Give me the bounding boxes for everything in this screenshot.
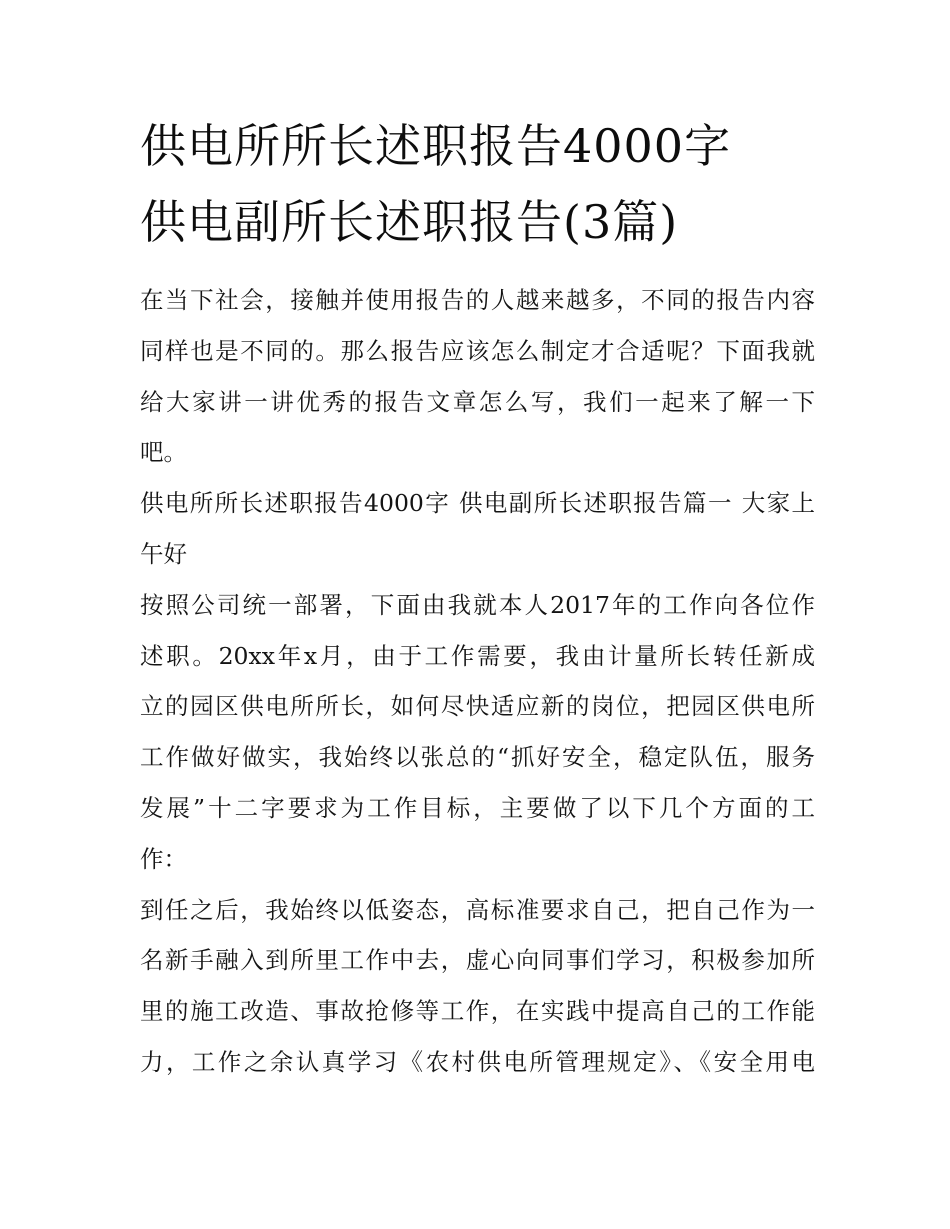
- text-line: 吧。: [140, 438, 187, 467]
- text-line: 按照公司统一部署，下面由我就本人2017年的工作向各位作: [140, 590, 815, 619]
- document-title-line-1: 供电所所长述职报告4000字: [140, 119, 732, 173]
- paragraph-work-summary: [140, 580, 815, 885]
- text-line: 作：: [140, 844, 187, 873]
- text-line: 力，工作之余认真学习《农村供电所管理规定》、《安全用电: [140, 1047, 815, 1076]
- text-line: 同样也是不同的。那么报告应该怎么制定才合适呢？下面我就: [140, 336, 815, 365]
- text-line: 工作做好做实，我始终以张总的“抓好安全，稳定队伍，服务: [140, 743, 815, 772]
- document-title-line-2: 供电副所长述职报告(3篇): [140, 195, 679, 249]
- text-line: 名新手融入到所里工作中去，虚心向同事们学习，积极参加所: [140, 946, 815, 975]
- text-line: 发展”十二字要求为工作目标，主要做了以下几个方面的工: [140, 793, 815, 822]
- text-line: 供电所所长述职报告4000字 供电副所长述职报告篇一 大家上: [140, 489, 815, 518]
- text-line: 到任之后，我始终以低姿态，高标准要求自己，把自己作为一: [140, 895, 815, 924]
- text-line: 给大家讲一讲优秀的报告文章怎么写，我们一起来了解一下: [140, 387, 815, 416]
- text-line: 述职。20xx年x月，由于工作需要，我由计量所长转任新成: [140, 641, 815, 670]
- paragraph-heading-greeting: [140, 478, 815, 580]
- paragraph-after-appointment: [140, 885, 815, 1088]
- text-line: 在当下社会，接触并使用报告的人越来越多，不同的报告内容: [140, 286, 815, 314]
- text-line: 里的施工改造、事故抢修等工作，在实践中提高自己的工作能: [140, 997, 815, 1026]
- paragraph-intro: [140, 275, 815, 478]
- document-body: [140, 275, 815, 1088]
- text-line: 午好: [140, 539, 187, 568]
- text-line: 立的园区供电所所长，如何尽快适应新的岗位，把园区供电所: [140, 692, 815, 721]
